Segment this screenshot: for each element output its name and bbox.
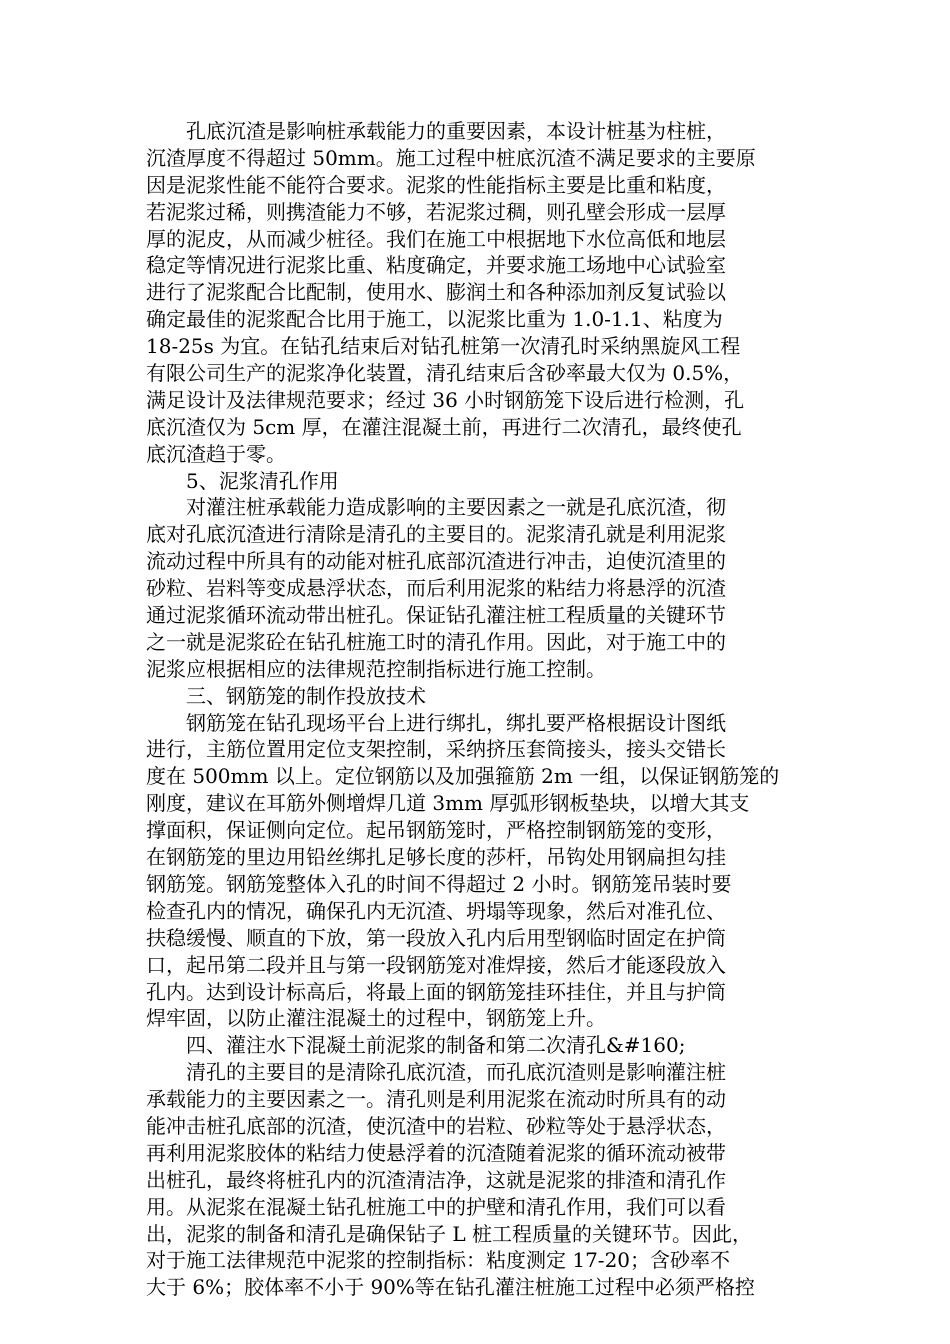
text-line: 沉渣厚度不得超过 50mm。施工过程中桩底沉渣不满足要求的主要原 [146,145,756,170]
text-line: 进行，主筋位置用定位支架控制，采纳挤压套筒接头，接头交错长 [146,737,726,762]
text-line: 因是泥浆性能不能符合要求。泥浆的性能指标主要是比重和粘度， [146,172,726,197]
text-line: 5、泥浆清孔作用 [186,468,339,493]
text-line: 孔底沉渣是影响桩承载能力的重要因素，本设计桩基为柱桩， [186,119,726,143]
text-line: 有限公司生产的泥浆净化装置，清孔结束后含砂率最大仅为 0.5%， [146,361,744,386]
text-line: 清孔的主要目的是清除孔底沉渣，而孔底沉渣则是影响灌注桩 [186,1060,726,1085]
text-line: 扶稳缓慢、顺直的下放，第一段放入孔内后用型钢临时固定在护筒 [146,925,726,950]
text-line: 检查孔内的情况，确保孔内无沉渣、坍塌等现象，然后对准孔位、 [146,898,726,923]
text-line: 再利用泥浆胶体的粘结力使悬浮着的沉渣随着泥浆的循环流动被带 [146,1140,726,1165]
text-line: 大于 6%；胶体率不小于 90%等在钻孔灌注桩施工过程中必须严格控 [146,1275,755,1300]
text-line: 泥浆应根据相应的法律规范控制指标进行施工控制。 [146,656,606,681]
text-line: 底沉渣趋于零。 [146,441,286,466]
text-line: 出，泥浆的制备和清孔是确保钻子 L 桩工程质量的关键环节。因此， [146,1221,752,1246]
text-line: 流动过程中所具有的动能对桩孔底部沉渣进行冲击，迫使沉渣里的 [146,549,726,574]
text-line: 钢筋笼。钢筋笼整体入孔的时间不得超过 2 小时。钢筋笼吊装时要 [146,871,732,896]
text-line: 刚度，建议在耳筋外侧增焊几道 3mm 厚弧形钢板垫块，以增大其支 [146,791,750,816]
document-body [146,118,806,1301]
text-line: 砂粒、岩料等变成悬浮状态，而后利用泥浆的粘结力将悬浮的沉渣 [146,576,726,601]
text-line: 承载能力的主要因素之一。清孔则是利用泥浆在流动时所具有的动 [146,1087,726,1112]
text-line: 撑面积，保证侧向定位。起吊钢筋笼时，严格控制钢筋笼的变形， [146,818,726,843]
text-line: 焊牢固，以防止灌注混凝土的过程中，钢筋笼上升。 [146,1006,606,1031]
text-line: 钢筋笼在钻孔现场平台上进行绑扎，绑扎要严格根据设计图纸 [186,710,726,735]
text-line: 在钢筋笼的里边用铅丝绑扎足够长度的莎杆，吊钩处用钢扁担勾挂 [146,845,726,870]
text-line: 之一就是泥浆砼在钻孔桩施工时的清孔作用。因此，对于施工中的 [146,629,726,654]
text-line: 用。从泥浆在混凝土钻孔桩施工中的护壁和清孔作用，我们可以看 [146,1194,726,1219]
text-line: 度在 500mm 以上。定位钢筋以及加强箍筋 2m 一组，以保证钢筋笼的 [146,764,780,789]
text-line: 若泥浆过稀，则携渣能力不够，若泥浆过稠，则孔壁会形成一层厚 [146,199,726,224]
text-line: 满足设计及法律规范要求；经过 36 小时钢筋笼下设后进行检测，孔 [146,387,745,412]
text-line: 确定最佳的泥浆配合比用于施工，以泥浆比重为 1.0-1.1、粘度为 [146,307,723,332]
text-line: 底沉渣仅为 5cm 厚，在灌注混凝土前，再进行二次清孔，最终使孔 [146,414,742,439]
text-line: 底对孔底沉渣进行清除是清孔的主要目的。泥浆清孔就是利用泥浆 [146,522,726,547]
text-line: 进行了泥浆配合比配制，使用水、膨润土和各种添加剂反复试验以 [146,280,726,305]
text-line: 口，起吊第二段并且与第一段钢筋笼对准焊接，然后才能逐段放入 [146,952,726,977]
text-line: 18-25s 为宜。在钻孔结束后对钻孔桩第一次清孔时采纳黑旋风工程 [146,334,741,359]
text-line: 四、灌注水下混凝土前泥浆的制备和第二次清孔&#160; [186,1033,686,1058]
text-line: 稳定等情况进行泥浆比重、粘度确定，并要求施工场地中心试验室 [146,253,726,278]
text-line: 能冲击桩孔底部的沉渣，使沉渣中的岩粒、砂粒等处于悬浮状态， [146,1113,726,1138]
text-line: 孔内。达到设计标高后，将最上面的钢筋笼挂环挂住，并且与护筒 [146,979,726,1004]
text-line: 三、钢筋笼的制作投放技术 [186,683,426,708]
text-line: 出桩孔，最终将桩孔内的沉渣清洁净，这就是泥浆的排渣和清孔作 [146,1167,726,1192]
text-line: 对于施工法律规范中泥浆的控制指标：粘度测定 17-20；含砂率不 [146,1248,731,1273]
text-line: 厚的泥皮，从而减少桩径。我们在施工中根据地下水位高低和地层 [146,226,726,251]
text-line: 通过泥浆循环流动带出桩孔。保证钻孔灌注桩工程质量的关键环节 [146,603,726,628]
text-line: 对灌注桩承载能力造成影响的主要因素之一就是孔底沉渣，彻 [186,495,726,520]
